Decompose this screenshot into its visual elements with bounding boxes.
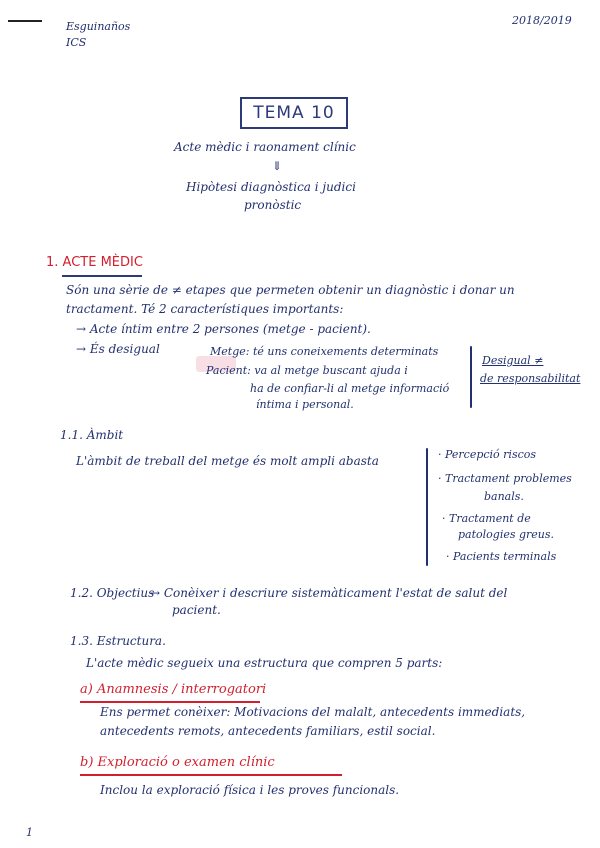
s12-heading: 1.2. Objectius <box>70 586 155 600</box>
section1-bullet-unequal: → És desigual <box>76 342 160 356</box>
topic-title-box: TEMA 10 <box>240 97 348 129</box>
right-brace <box>470 346 472 408</box>
subtitle-line3: pronòstic <box>244 198 302 212</box>
subtitle-line2: Hipòtesi diagnòstica i judici <box>186 180 356 194</box>
section1-bullet-intimate: → Acte íntim entre 2 persones (metge - pacient). <box>76 322 371 336</box>
section1-intro-line1: Són una sèrie de ≠ etapes que permeten obtenir un diagnòstic i donar un <box>66 283 515 297</box>
patient-note-line1: Pacient: va al metge buscant ajuda i <box>206 364 408 377</box>
s13-part-a-underline <box>80 701 260 703</box>
s11-item-minor1: · Tractament problemes <box>438 472 572 485</box>
page-number: 1 <box>26 826 33 839</box>
section1-underline <box>62 275 142 277</box>
patient-note-line2: ha de confiar-li al metge informació <box>250 382 450 395</box>
s13-heading: 1.3. Estructura. <box>70 634 166 648</box>
patient-note-line3: íntima i personal. <box>256 398 354 411</box>
s11-brace <box>426 448 428 566</box>
s11-item-terminal: · Pacients terminals <box>446 550 557 563</box>
s13-part-b-label: b) Exploració o examen clínic <box>80 755 275 770</box>
subtitle-arrow: ⇓ <box>272 159 283 173</box>
s11-item-minor2: banals. <box>484 490 524 503</box>
s12-text-line1: → Conèixer i descriure sistemàticament l'estat de salut del <box>150 586 508 600</box>
s11-item-severe2: patologies greus. <box>458 528 555 541</box>
s13-part-a-label: a) Anamnesis / interrogatori <box>80 682 267 697</box>
s13-part-b-text: Inclou la exploració física i les proves funcionals. <box>100 783 400 797</box>
s13-part-b-underline <box>80 774 342 776</box>
s11-item-severe1: · Tractament de <box>442 512 531 525</box>
s11-text: L'àmbit de treball del metge és molt ampli abasta <box>76 454 379 468</box>
s13-text: L'acte mèdic segueix una estructura que compren 5 parts: <box>86 656 443 670</box>
author-name: Esguinaños <box>66 20 131 33</box>
side-note-responsibility: de responsabilitat <box>480 372 581 385</box>
course-code: ICS <box>66 36 87 49</box>
s12-text-line2: pacient. <box>172 603 221 617</box>
s13-part-a-text2: antecedents remots, antecedents familiars, estil social. <box>100 724 436 738</box>
school-year: 2018/2019 <box>512 14 572 27</box>
s13-part-a-text1: Ens permet conèixer: Motivacions del malalt, antecedents immediats, <box>100 705 526 719</box>
section1-intro-line2: tractament. Té 2 característiques importants: <box>66 302 344 316</box>
top-left-mark <box>8 20 42 22</box>
subtitle-line1: Acte mèdic i raonament clínic <box>174 140 356 154</box>
s11-item-risks: · Percepció riscos <box>438 448 537 461</box>
doctor-note: Metge: té uns coneixements determinats <box>210 345 439 358</box>
section1-heading: 1. ACTE MÈDIC <box>46 255 143 270</box>
side-note-unequal: Desigual ≠ <box>482 354 544 367</box>
s11-heading: 1.1. Àmbit <box>60 428 124 442</box>
